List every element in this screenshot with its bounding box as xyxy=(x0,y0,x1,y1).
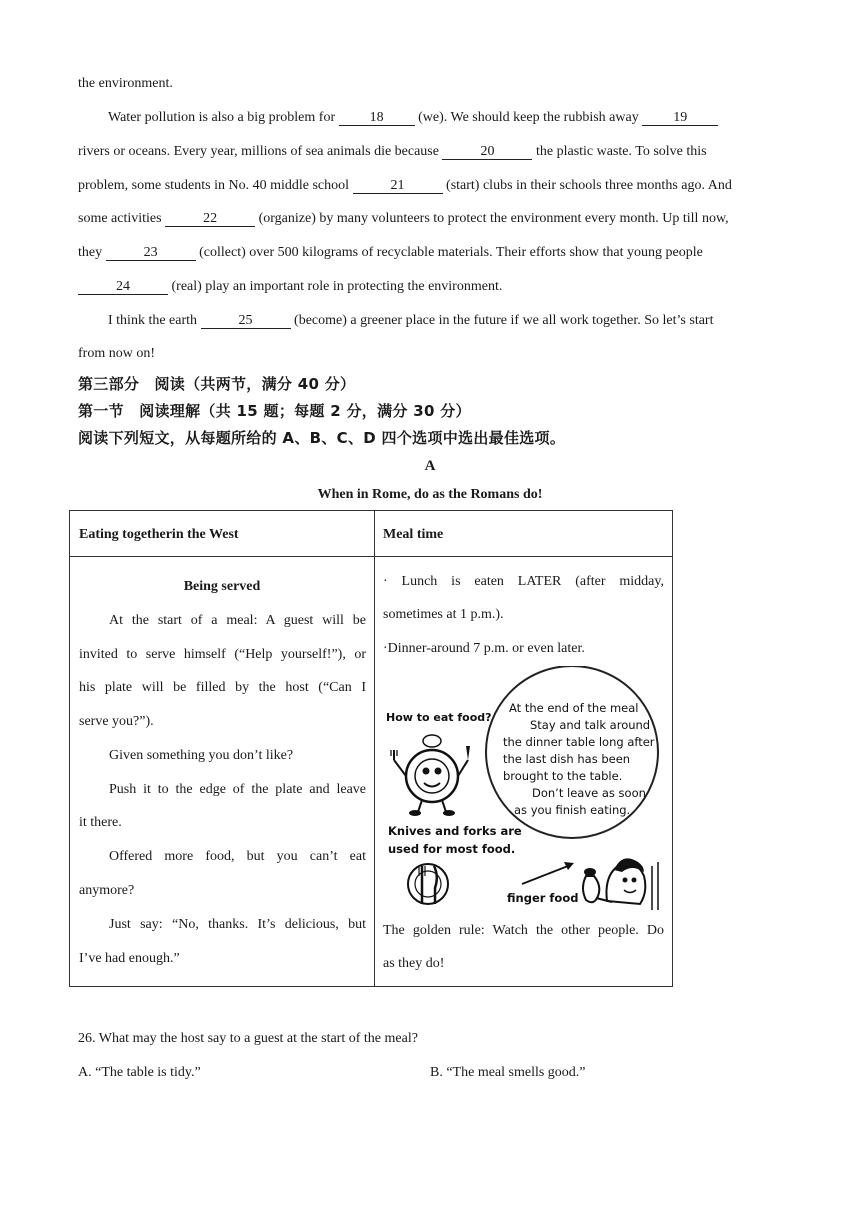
blank-20[interactable]: 20 xyxy=(442,144,532,160)
bubble-text: the dinner table long after xyxy=(503,735,655,749)
passage-text: (start) clubs in their schools three months ago. And xyxy=(442,178,732,193)
cell-text: anymore? xyxy=(79,883,135,898)
passage-text: (organize) by many volunteers to protect the environment every month. Up till now, xyxy=(255,211,729,226)
header-left: Eating togetherin the West xyxy=(79,527,239,542)
bubble-text: Don’t leave as soon xyxy=(532,786,646,800)
passage-text: (real) play an important role in protecting the environment. xyxy=(168,279,503,294)
passage-text: (we). We should keep the rubbish away xyxy=(414,110,643,125)
passage-line xyxy=(108,311,713,331)
cell-text: his plate will be filled by the host (“Can I xyxy=(79,680,366,695)
passage-title: When in Rome, do as the Romans do! xyxy=(317,487,543,502)
cell-text: sometimes at 1 p.m.). xyxy=(383,607,504,622)
blank-23[interactable]: 23 xyxy=(106,245,196,261)
person-eating-icon xyxy=(583,858,658,910)
plate-character-icon xyxy=(391,735,470,816)
passage-line xyxy=(78,176,732,196)
cell-text: it there. xyxy=(79,815,122,830)
passage-line xyxy=(78,209,729,229)
knife-fork-plate-icon xyxy=(408,864,448,904)
part-heading: 第三部分 阅读（共两节，满分 40 分） xyxy=(78,375,356,393)
blank-21[interactable]: 21 xyxy=(353,178,443,194)
table-header-cell xyxy=(375,511,673,557)
passage-letter: A xyxy=(424,458,436,474)
bubble-text: At the end of the meal xyxy=(509,701,639,715)
cell-text: serve you?”). xyxy=(79,714,154,729)
passage-text: the plastic waste. To solve this xyxy=(532,144,707,159)
passage-line xyxy=(78,344,155,364)
instruction-text: 阅读下列短文，从每题所给的 A、B、C、D 四个选项中选出最佳选项。 xyxy=(78,429,566,447)
passage-line xyxy=(78,74,173,94)
being-served-title: Being served xyxy=(183,579,261,594)
option-a[interactable]: A. “The table is tidy.” xyxy=(78,1065,201,1080)
passage-line xyxy=(78,243,703,263)
finger-food-label: finger food xyxy=(507,891,579,905)
cell-text: Just say: “No, thanks. It’s delicious, but xyxy=(109,917,366,932)
passage-text: (collect) over 500 kilograms of recyclable materials. Their efforts show that young people xyxy=(195,245,703,260)
question-26: 26. What may the host say to a guest at the start of the meal? xyxy=(78,1031,418,1046)
cell-text: Push it to the edge of the plate and leave xyxy=(109,782,366,797)
cell-text: The golden rule: Watch the other people. Do xyxy=(383,923,664,938)
left-cell xyxy=(70,557,375,987)
passage-text: the environment. xyxy=(78,76,173,91)
how-to-eat-label: How to eat food? xyxy=(386,711,492,724)
cell-text: invited to serve himself (“Help yourself!”), or xyxy=(79,647,366,662)
cell-text: Given something you don’t like? xyxy=(109,748,294,763)
dining-illustration xyxy=(382,666,664,912)
knives-label: Knives and forks are xyxy=(388,824,522,838)
table-header-cell xyxy=(70,511,375,557)
passage-line xyxy=(78,142,707,162)
cell-text: ·Dinner-around 7 p.m. or even later. xyxy=(383,641,585,656)
header-right: Meal time xyxy=(383,527,444,542)
passage-text: Water pollution is also a big problem for xyxy=(108,110,339,125)
blank-25[interactable]: 25 xyxy=(201,313,291,329)
blank-24[interactable]: 24 xyxy=(78,279,168,295)
passage-text: I think the earth xyxy=(108,313,201,328)
blank-22[interactable]: 22 xyxy=(165,211,255,227)
passage-text: from now on! xyxy=(78,346,155,361)
passage-line xyxy=(108,108,718,128)
knives-label: used for most food. xyxy=(388,842,516,856)
option-b[interactable]: B. “The meal smells good.” xyxy=(430,1065,586,1080)
passage-text: some activities xyxy=(78,211,166,226)
bubble-text: as you finish eating. xyxy=(514,803,631,817)
blank-19[interactable]: 19 xyxy=(642,110,718,126)
passage-text: rivers or oceans. Every year, millions of sea animals die because xyxy=(78,144,443,159)
cell-text: as they do! xyxy=(383,956,445,971)
cell-text: Offered more food, but you can’t eat xyxy=(109,849,366,864)
passage-line xyxy=(78,277,502,297)
bubble-text: Stay and talk around xyxy=(530,718,651,732)
cell-text: At the start of a meal: A guest will be xyxy=(109,613,366,628)
cell-text: I’ve had enough.” xyxy=(79,951,180,966)
passage-text: (become) a greener place in the future if we all work together. So let’s start xyxy=(290,313,714,328)
passage-text: problem, some students in No. 40 middle school xyxy=(78,178,353,193)
blank-18[interactable]: 18 xyxy=(339,110,415,126)
section-heading: 第一节 阅读理解（共 15 题；每题 2 分，满分 30 分） xyxy=(78,402,471,420)
arrow-icon xyxy=(522,862,574,884)
bubble-text: the last dish has been xyxy=(503,752,631,766)
passage-text: they xyxy=(78,245,106,260)
cell-text: · Lunch is eaten LATER (after midday, xyxy=(383,574,664,589)
bubble-text: brought to the table. xyxy=(503,769,623,783)
